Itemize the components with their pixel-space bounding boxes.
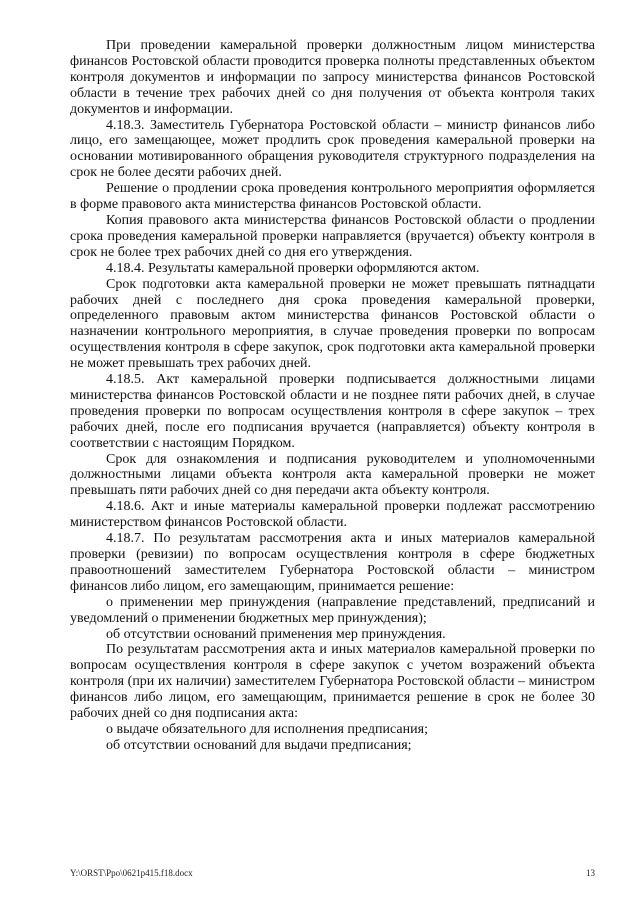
paragraph-srok-dlya-oznakomleniya: Срок для ознакомления и подписания руководителем и уполномоченными должностными лицами объекта контроля акта камеральной проверки не может превышать пяти рабочих дней со дня передачи акта объекту контроля. [70, 451, 595, 499]
paragraph-4-18-3: 4.18.3. Заместитель Губернатора Ростовской области – министр финансов либо лицо, его замещающее, может продлить срок проведения камеральной проверки на основании мотивированного обращения руководителя структурного подразделения на срок не более десяти рабочих дней. [70, 117, 595, 181]
paragraph-po-rezultatam-zakupki: По результатам рассмотрения акта и иных материалов камеральной проверки по вопросам осуществления контроля в сфере закупок с учетом возражений объекта контроля (при их наличии) заместителем Губернатора Ростовской области – министром финансов либо лицом, его замещающим, принимается решение в срок не более 30 рабочих дней со дня подписания акта: [70, 642, 595, 722]
paragraph-reshenie-o-prodlenii: Решение о продлении срока проведения контрольного мероприятия оформляется в форме правового акта министерства финансов Ростовской области. [70, 181, 595, 213]
paragraph-ob-otsutstvii-primeneniya: об отсутствии оснований применения мер принуждения. [106, 626, 446, 642]
paragraph-ob-otsutstvii-vydachi: об отсутствии оснований для выдачи предписания; [106, 737, 412, 753]
paragraph-4-18-6: 4.18.6. Акт и иные материалы камеральной проверки подлежат рассмотрению министерством финансов Ростовской области. [70, 499, 595, 531]
paragraph-kopiya-pravovogo-akta: Копия правового акта министерства финансов Ростовской области о продлении срока проведения камеральной проверки направляется (вручается) объекту контроля в срок не более трех рабочих дней со дня его утверждения. [70, 212, 595, 260]
paragraph-o-vydache-predpisaniya: о выдаче обязательного для исполнения предписания; [106, 721, 428, 737]
page-number: 13 [586, 868, 595, 878]
paragraph-4-18-5: 4.18.5. Акт камеральной проверки подписывается должностными лицами министерства финансов Ростовской области и не позднее пяти рабочих дней, в случае проведения проверки по вопросам осуществления контроля в сфере закупок – трех рабочих дней, после его подписания вручается (направляется) объекту контроля в соответствии с настоящим Порядком. [70, 372, 595, 451]
footer-file-path: Y:\ORST\Ppo\0621p415.f18.docx [70, 868, 193, 878]
paragraph-o-primenenii-mer: о применении мер принуждения (направление представлений, предписаний и уведомлений о применении бюджетных мер принуждения); [70, 594, 595, 626]
paragraph-4-18-7: 4.18.7. По результатам рассмотрения акта и иных материалов камеральной проверки (ревизии) по вопросам осуществления контроля в сфере бюджетных правоотношений заместителем Губернатора Ростовской области – министром финансов либо лицом, его замещающим, принимается решение: [70, 531, 595, 594]
paragraph-4-18-4: 4.18.4. Результаты камеральной проверки оформляются актом. [106, 260, 480, 276]
paragraph-kameralnaya-proverka-polnoty: При проведении камеральной проверки должностным лицом министерства финансов Ростовской области проводится проверка полноты представленных объектом контроля документов и информации по запросу министерства финансов Ростовской области в течение трех рабочих дней со дня получения от объекта контроля таких документов и информации. [70, 38, 595, 117]
document-page [70, 38, 595, 838]
paragraph-srok-podgotovki-akta: Срок подготовки акта камеральной проверки не может превышать пятнадцати рабочих дней с последнего дня срока проведения камеральной проверки, определенного правовым актом министерства финансов Ростовской области о назначении контрольного мероприятия, в случае проведения проверки по вопросам осуществления контроля в сфере закупок, срок подготовки акта камеральной проверки не может превышать трех рабочих дней. [70, 276, 595, 372]
